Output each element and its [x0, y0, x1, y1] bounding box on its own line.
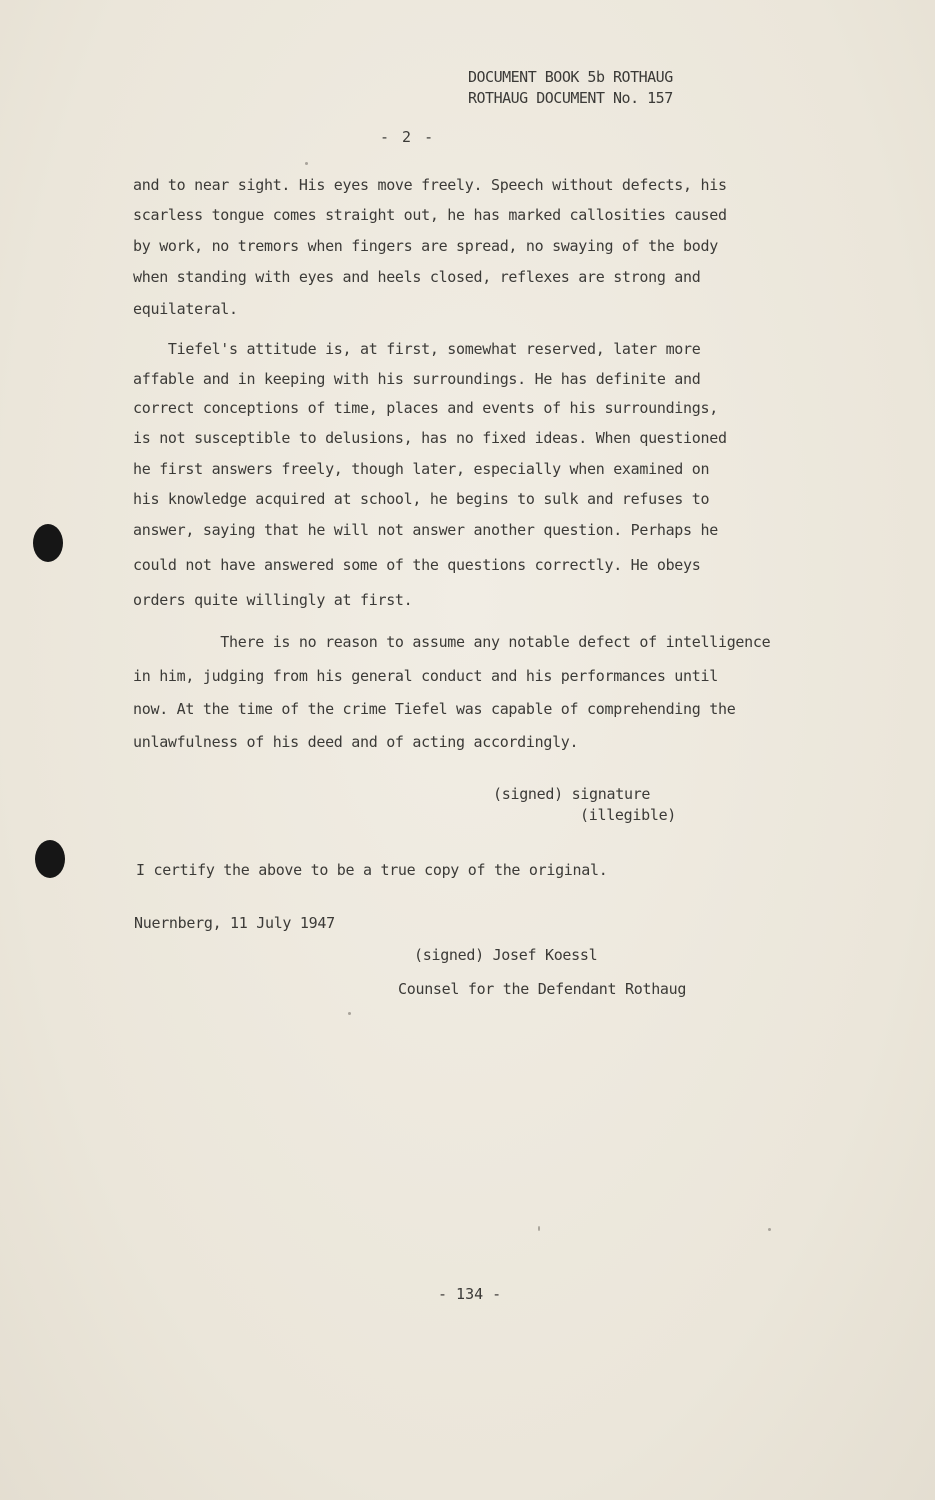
counsel-title: Counsel for the Defendant Rothaug — [398, 980, 687, 998]
speck — [305, 162, 308, 165]
signature-illegible: (illegible) — [580, 806, 677, 824]
punch-hole — [33, 524, 63, 562]
document-number-header: ROTHAUG DOCUMENT No. 157 — [468, 89, 673, 107]
place-date: Nuernberg, 11 July 1947 — [134, 914, 335, 932]
paragraph3-line: unlawfulness of his deed and of acting accordingly. — [133, 733, 579, 751]
speck — [538, 1226, 540, 1231]
paragraph2-line: answer, saying that he will not answer another question. Perhaps he — [133, 521, 718, 539]
paragraph1-line: when standing with eyes and heels closed, reflexes are strong and — [133, 268, 701, 286]
signature-line: (signed) signature — [493, 785, 651, 803]
paragraph2-line: his knowledge acquired at school, he begins to sulk and refuses to — [133, 490, 710, 508]
page-marker: - 2 - — [380, 128, 436, 146]
counsel-signed: (signed) Josef Koessl — [414, 946, 598, 964]
punch-hole — [35, 840, 65, 878]
paragraph2-line: could not have answered some of the questions correctly. He obeys — [133, 556, 701, 574]
paragraph3-line: There is no reason to assume any notable defect of intelligence — [133, 633, 771, 651]
paragraph1-line: scarless tongue comes straight out, he has marked callosities caused — [133, 206, 727, 224]
paragraph2-line: orders quite willingly at first. — [133, 591, 413, 609]
paragraph1-line: by work, no tremors when fingers are spread, no swaying of the body — [133, 237, 718, 255]
footer-page-number: - 134 - — [438, 1285, 502, 1303]
paragraph2-line: affable and in keeping with his surroundings. He has definite and — [133, 370, 701, 388]
paragraph2-line: is not susceptible to delusions, has no fixed ideas. When questioned — [133, 429, 727, 447]
document-book-header: DOCUMENT BOOK 5b ROTHAUG — [468, 68, 673, 86]
certification-statement: I certify the above to be a true copy of the original. — [136, 861, 608, 879]
speck — [768, 1228, 771, 1231]
paragraph1-line: equilateral. — [133, 300, 238, 318]
paragraph3-line: now. At the time of the crime Tiefel was capable of comprehending the — [133, 700, 736, 718]
speck — [348, 1012, 351, 1015]
paragraph2-line: correct conceptions of time, places and events of his surroundings, — [133, 399, 718, 417]
paragraph3-line: in him, judging from his general conduct and his performances until — [133, 667, 718, 685]
paragraph2-line: Tiefel's attitude is, at first, somewhat reserved, later more — [133, 340, 701, 358]
paragraph1-line: and to near sight. His eyes move freely. Speech without defects, his — [133, 176, 727, 194]
paragraph2-line: he first answers freely, though later, especially when examined on — [133, 460, 710, 478]
